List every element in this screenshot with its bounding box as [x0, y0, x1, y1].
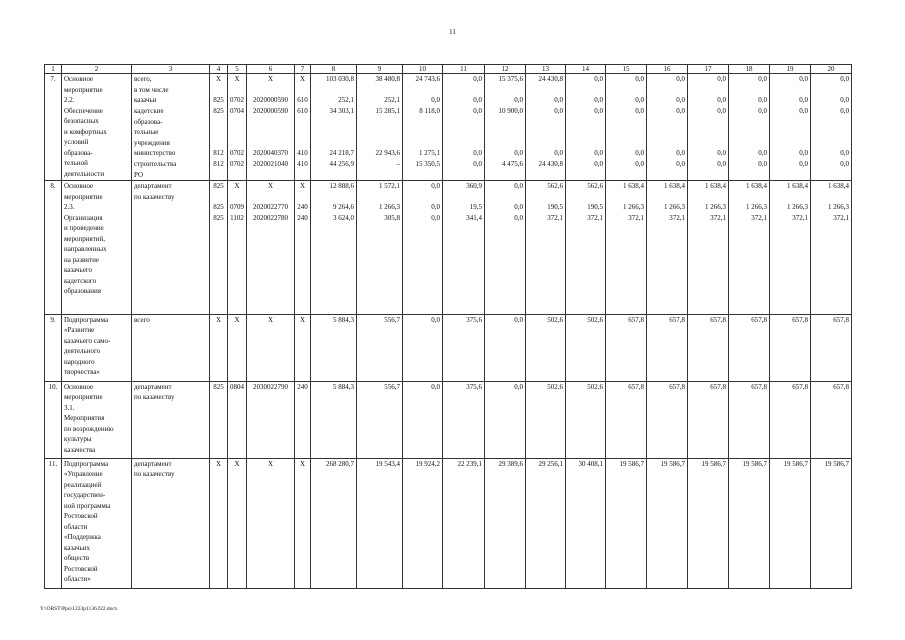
amount-cell: 0,0	[688, 95, 729, 106]
expense-type-code: 610	[295, 95, 311, 106]
amount-cell: 0,0	[770, 148, 811, 159]
amount-cell: 0,0	[403, 381, 443, 458]
table-row	[45, 213, 852, 314]
amount-cell: 657,8	[688, 314, 729, 381]
executor-cell: строительства РО	[132, 159, 210, 181]
row-number: 7.	[45, 74, 62, 181]
amount-cell: 372,1	[566, 213, 606, 314]
amount-cell: 0,0	[729, 95, 770, 106]
amount-cell: 657,8	[811, 314, 852, 381]
measure-name: Основное мероприятие 2.3. Организация и проведение мероприятий, направленных на развитие казачьего кадетского образования	[62, 181, 132, 315]
grbs-code: X	[210, 458, 228, 588]
amount-cell: 305,8	[357, 213, 403, 314]
amount-cell: 0,0	[526, 106, 566, 148]
amount-cell: 372,1	[770, 213, 811, 314]
executor-cell: департамент по казачеству	[132, 181, 210, 203]
amount-cell: 38 480,8	[357, 74, 403, 96]
amount-cell: 30 408,1	[566, 458, 606, 588]
column-number: 18	[729, 65, 770, 74]
column-number: 3	[132, 65, 210, 74]
expense-type-code: 240	[295, 381, 311, 458]
expense-type-code: 240	[295, 213, 311, 314]
table-row	[45, 148, 852, 159]
amount-cell: 372,1	[647, 213, 688, 314]
amount-cell: 1 266,3	[770, 202, 811, 213]
amount-cell: 3 624,0	[311, 213, 357, 314]
amount-cell: 24 218,7	[311, 148, 357, 159]
section-code: 0704	[228, 106, 247, 148]
amount-cell: 0,0	[443, 159, 485, 181]
amount-cell: 44 256,9	[311, 159, 357, 181]
amount-cell: 0,0	[770, 95, 811, 106]
table-row	[45, 381, 852, 458]
amount-cell: 0,0	[443, 95, 485, 106]
amount-cell: 0,0	[606, 95, 647, 106]
amount-cell: 657,8	[647, 381, 688, 458]
grbs-code: 825	[210, 213, 228, 314]
expense-type-code: X	[295, 181, 311, 203]
grbs-code: 825	[210, 202, 228, 213]
amount-cell: 0,0	[606, 106, 647, 148]
amount-cell: 0,0	[729, 106, 770, 148]
amount-cell: 9 264,6	[311, 202, 357, 213]
amount-cell: 0,0	[811, 74, 852, 96]
column-number: 15	[606, 65, 647, 74]
executor-cell: всего, в том числе	[132, 74, 210, 96]
column-number: 1	[45, 65, 62, 74]
amount-cell: 0,0	[770, 74, 811, 96]
amount-cell: 22 239,1	[443, 458, 485, 588]
amount-cell: 0,0	[566, 95, 606, 106]
amount-cell: 0,0	[485, 381, 526, 458]
amount-cell: 372,1	[688, 213, 729, 314]
section-code: 0702	[228, 159, 247, 181]
column-number: 11	[443, 65, 485, 74]
amount-cell: 19 924,2	[403, 458, 443, 588]
table-row	[45, 106, 852, 148]
amount-cell: 1 266,3	[688, 202, 729, 213]
expense-type-code: X	[295, 74, 311, 96]
target-article-code: 2020022770	[247, 202, 295, 213]
table-row	[45, 74, 852, 96]
amount-cell: 1 572,1	[357, 181, 403, 203]
amount-cell: 19 586,7	[606, 458, 647, 588]
amount-cell: 19 586,7	[729, 458, 770, 588]
amount-cell: 0,0	[485, 181, 526, 203]
measure-name: Основное мероприятие 2.2. Обеспечение безопасных и комфортных условий образова- тельной деятельности	[62, 74, 132, 181]
amount-cell: 1 266,3	[357, 202, 403, 213]
amount-cell: 502,6	[526, 381, 566, 458]
amount-cell: 8 118,0	[403, 106, 443, 148]
executor-cell	[132, 213, 210, 314]
amount-cell: 15 350,5	[403, 159, 443, 181]
executor-cell: департамент по казачеству	[132, 458, 210, 588]
row-number: 11.	[45, 458, 62, 588]
column-number: 9	[357, 65, 403, 74]
amount-cell: 0,0	[729, 159, 770, 181]
row-number: 9.	[45, 314, 62, 381]
amount-cell: 103 030,8	[311, 74, 357, 96]
measure-name: Подпрограмма «Управление реализацией государствен- ной программы Ростовской области «Поддержка казачьих обществ Ростовской области»	[62, 458, 132, 588]
amount-cell: 1 266,3	[729, 202, 770, 213]
amount-cell: 375,6	[443, 381, 485, 458]
amount-cell: 0,0	[770, 159, 811, 181]
expense-type-code: 610	[295, 106, 311, 148]
column-number: 5	[228, 65, 247, 74]
amount-cell: 0,0	[729, 74, 770, 96]
grbs-code: 812	[210, 148, 228, 159]
column-number: 19	[770, 65, 811, 74]
amount-cell: 0,0	[403, 202, 443, 213]
amount-cell: 0,0	[403, 181, 443, 203]
executor-cell: всего	[132, 314, 210, 381]
section-code: 1102	[228, 213, 247, 314]
target-article-code: 2020000590	[247, 106, 295, 148]
amount-cell: 562,6	[566, 181, 606, 203]
table-row	[45, 458, 852, 588]
amount-cell: 0,0	[403, 95, 443, 106]
expense-type-code: 410	[295, 148, 311, 159]
amount-cell: 0,0	[688, 106, 729, 148]
amount-cell: 0,0	[566, 159, 606, 181]
amount-cell: 657,8	[688, 381, 729, 458]
amount-cell: 1 638,4	[606, 181, 647, 203]
section-code: 0709	[228, 202, 247, 213]
grbs-code: X	[210, 314, 228, 381]
amount-cell: 375,6	[443, 314, 485, 381]
amount-cell: 657,8	[729, 381, 770, 458]
row-number: 10.	[45, 381, 62, 458]
amount-cell: 0,0	[485, 148, 526, 159]
target-article-code: X	[247, 314, 295, 381]
column-number: 10	[403, 65, 443, 74]
amount-cell: 24 430,8	[526, 159, 566, 181]
section-code: X	[228, 74, 247, 96]
column-number: 17	[688, 65, 729, 74]
column-number: 8	[311, 65, 357, 74]
page-number: 11	[449, 28, 456, 36]
amount-cell: 1 638,4	[647, 181, 688, 203]
amount-cell: 0,0	[606, 159, 647, 181]
column-number: 4	[210, 65, 228, 74]
amount-cell: 372,1	[606, 213, 647, 314]
amount-cell: 4 475,6	[485, 159, 526, 181]
amount-cell: 0,0	[443, 148, 485, 159]
amount-cell: 0,0	[485, 314, 526, 381]
target-article-code: 2030022790	[247, 381, 295, 458]
column-number: 14	[566, 65, 606, 74]
amount-cell: 0,0	[647, 159, 688, 181]
amount-cell: 372,1	[526, 213, 566, 314]
section-code: X	[228, 181, 247, 203]
amount-cell: 0,0	[606, 74, 647, 96]
amount-cell: 657,8	[811, 381, 852, 458]
amount-cell: 1 638,4	[729, 181, 770, 203]
amount-cell: 556,7	[357, 314, 403, 381]
amount-cell: 0,0	[688, 148, 729, 159]
amount-cell: 15 375,6	[485, 74, 526, 96]
amount-cell: 24 430,8	[526, 74, 566, 96]
amount-cell: 0,0	[647, 74, 688, 96]
target-article-code: 2020040370	[247, 148, 295, 159]
amount-cell: 19 586,7	[647, 458, 688, 588]
amount-cell: 1 266,3	[606, 202, 647, 213]
amount-cell: 0,0	[770, 106, 811, 148]
amount-cell: 19 543,4	[357, 458, 403, 588]
amount-cell: 0,0	[485, 213, 526, 314]
amount-cell: 1 638,4	[811, 181, 852, 203]
amount-cell: 1 638,4	[688, 181, 729, 203]
expense-type-code: X	[295, 314, 311, 381]
amount-cell: 0,0	[566, 148, 606, 159]
executor-cell: министерство	[132, 148, 210, 159]
amount-cell: 190,5	[566, 202, 606, 213]
amount-cell: 0,0	[485, 202, 526, 213]
amount-cell: 1 266,3	[811, 202, 852, 213]
amount-cell: 0,0	[403, 314, 443, 381]
executor-cell: казачьи	[132, 95, 210, 106]
target-article-code: 2020000590	[247, 95, 295, 106]
target-article-code: X	[247, 181, 295, 203]
grbs-code: 825	[210, 95, 228, 106]
grbs-code: 825	[210, 181, 228, 203]
table-row	[45, 202, 852, 213]
amount-cell: 0,0	[443, 106, 485, 148]
amount-cell: 22 943,6	[357, 148, 403, 159]
amount-cell: 0,0	[647, 95, 688, 106]
section-code: X	[228, 458, 247, 588]
amount-cell: –	[357, 159, 403, 181]
amount-cell: 1 275,1	[403, 148, 443, 159]
amount-cell: 502,6	[526, 314, 566, 381]
amount-cell: 657,8	[770, 314, 811, 381]
amount-cell: 657,8	[606, 381, 647, 458]
amount-cell: 556,7	[357, 381, 403, 458]
target-article-code: X	[247, 74, 295, 96]
amount-cell: 0,0	[811, 95, 852, 106]
column-number: 2	[62, 65, 132, 74]
amount-cell: 502,6	[566, 314, 606, 381]
amount-cell: 502,6	[566, 381, 606, 458]
amount-cell: 657,8	[729, 314, 770, 381]
measure-name: Подпрограмма «Развитие казачьего само- деятельного народного творчества»	[62, 314, 132, 381]
amount-cell: 0,0	[526, 95, 566, 106]
amount-cell: 0,0	[606, 148, 647, 159]
executor-cell: кадетские образова- тельные учреждения	[132, 106, 210, 148]
amount-cell: 29 256,1	[526, 458, 566, 588]
amount-cell: 268 280,7	[311, 458, 357, 588]
expense-type-code: 410	[295, 159, 311, 181]
measure-name: Основное мероприятие 3.1. Мероприятия по возрождению культуры казачества	[62, 381, 132, 458]
table-row	[45, 159, 852, 181]
column-number: 7	[295, 65, 311, 74]
amount-cell: 190,5	[526, 202, 566, 213]
amount-cell: 657,8	[606, 314, 647, 381]
amount-cell: 19 586,7	[770, 458, 811, 588]
grbs-code: 812	[210, 159, 228, 181]
table-row	[45, 95, 852, 106]
executor-cell: департамент по казачеству	[132, 381, 210, 458]
grbs-code: X	[210, 74, 228, 96]
file-path-footer: Y:\ORST\Ppo\1223p1136.f22.docx	[40, 606, 118, 612]
amount-cell: 252,1	[311, 95, 357, 106]
column-number: 16	[647, 65, 688, 74]
expense-type-code: X	[295, 458, 311, 588]
amount-cell: 0,0	[729, 148, 770, 159]
section-code: X	[228, 314, 247, 381]
amount-cell: 24 743,6	[403, 74, 443, 96]
budget-table	[44, 64, 852, 589]
amount-cell: 562,6	[526, 181, 566, 203]
column-number: 13	[526, 65, 566, 74]
amount-cell: 360,9	[443, 181, 485, 203]
table-row	[45, 181, 852, 203]
amount-cell: 0,0	[566, 74, 606, 96]
amount-cell: 12 888,6	[311, 181, 357, 203]
amount-cell: 5 884,3	[311, 381, 357, 458]
amount-cell: 29 389,6	[485, 458, 526, 588]
grbs-code: 825	[210, 381, 228, 458]
amount-cell: 19,5	[443, 202, 485, 213]
column-number: 12	[485, 65, 526, 74]
amount-cell: 1 638,4	[770, 181, 811, 203]
target-article-code: 2020021040	[247, 159, 295, 181]
section-code: 0702	[228, 95, 247, 106]
amount-cell: 252,1	[357, 95, 403, 106]
executor-cell	[132, 202, 210, 213]
section-code: 0702	[228, 148, 247, 159]
section-code: 0804	[228, 381, 247, 458]
row-number: 8.	[45, 181, 62, 315]
amount-cell: 657,8	[770, 381, 811, 458]
amount-cell: 0,0	[647, 106, 688, 148]
amount-cell: 341,4	[443, 213, 485, 314]
amount-cell: 0,0	[647, 148, 688, 159]
amount-cell: 372,1	[811, 213, 852, 314]
amount-cell: 0,0	[811, 106, 852, 148]
column-number: 20	[811, 65, 852, 74]
table-row	[45, 314, 852, 381]
amount-cell: 10 900,0	[485, 106, 526, 148]
amount-cell: 5 884,3	[311, 314, 357, 381]
target-article-code: 2020022780	[247, 213, 295, 314]
grbs-code: 825	[210, 106, 228, 148]
amount-cell: 0,0	[688, 74, 729, 96]
amount-cell: 0,0	[485, 95, 526, 106]
amount-cell: 657,8	[647, 314, 688, 381]
expense-type-code: 240	[295, 202, 311, 213]
amount-cell: 0,0	[688, 159, 729, 181]
amount-cell: 15 285,1	[357, 106, 403, 148]
target-article-code: X	[247, 458, 295, 588]
amount-cell: 19 586,7	[811, 458, 852, 588]
amount-cell: 19 586,7	[688, 458, 729, 588]
column-number: 6	[247, 65, 295, 74]
amount-cell: 0,0	[811, 148, 852, 159]
amount-cell: 0,0	[526, 148, 566, 159]
amount-cell: 0,0	[566, 106, 606, 148]
amount-cell: 372,1	[729, 213, 770, 314]
header-row	[45, 65, 852, 74]
amount-cell: 0,0	[811, 159, 852, 181]
amount-cell: 0,0	[403, 213, 443, 314]
amount-cell: 1 266,3	[647, 202, 688, 213]
amount-cell: 0,0	[443, 74, 485, 96]
amount-cell: 34 303,1	[311, 106, 357, 148]
